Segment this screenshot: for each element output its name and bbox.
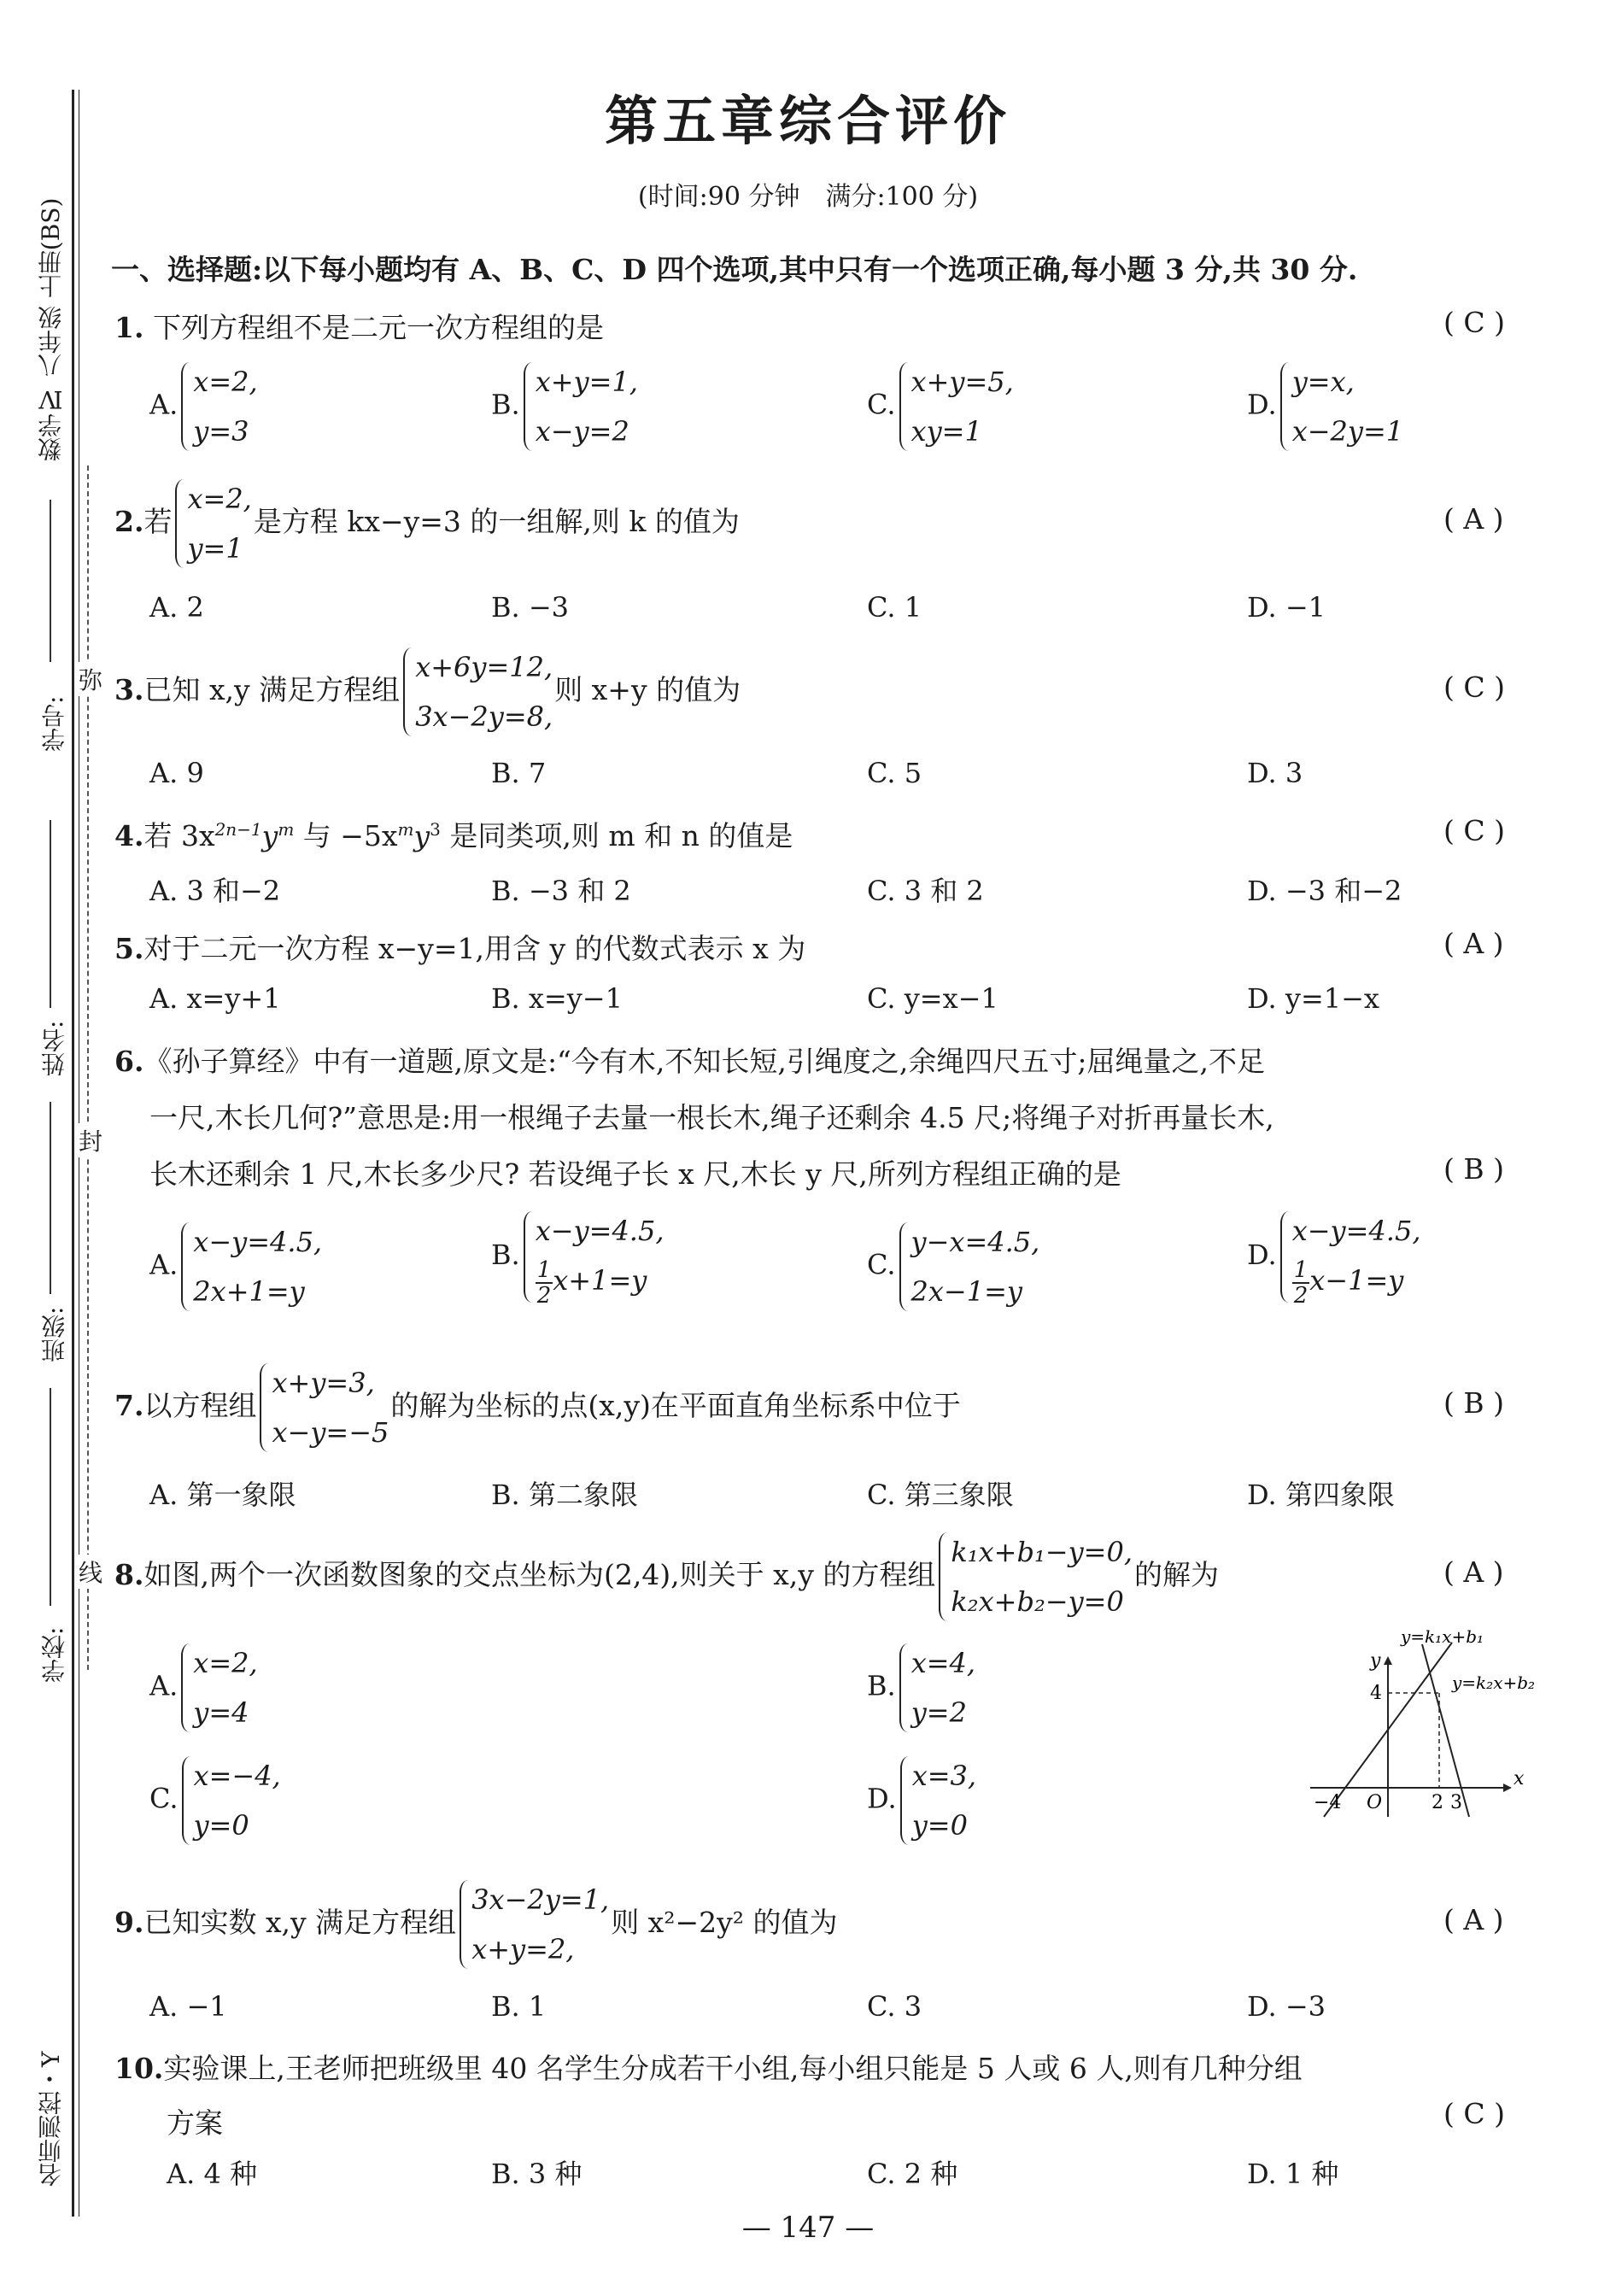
answer-10: ( C ) — [1443, 2097, 1505, 2130]
seal-dashed-line — [87, 466, 89, 1670]
option-4b: B. −3 和 2 — [491, 875, 631, 907]
answer-2: ( A ) — [1443, 502, 1504, 536]
answer-5: ( A ) — [1443, 927, 1504, 960]
option-5c: C. y=x−1 — [867, 982, 998, 1015]
section-heading: 一、选择题:以下每小题均有 A、B、C、D 四个选项,其中只有一个选项正确,每小题 3 分,共 30 分. — [111, 253, 1358, 286]
side-xuehao-label: 学号: — [40, 695, 68, 752]
option-3b: B. 7 — [491, 757, 547, 789]
question-1 — [114, 306, 604, 346]
question-8: 8.如图,两个一次函数图象的交点坐标为(2,4),则关于 x,y 的方程组 k₁x+b₁−y=0, k₂x+b₂−y=0 的解为 — [114, 1527, 1219, 1626]
label-line2: y=k₂x+b₂ — [1452, 1672, 1536, 1693]
page-title: 第五章综合评价 — [604, 90, 1011, 152]
side-rule-3 — [50, 1102, 51, 1294]
option-9b: B. 1 — [491, 1990, 547, 2023]
answer-3: ( C ) — [1443, 671, 1505, 704]
option-2c: C. 1 — [867, 591, 922, 624]
option-1a: A. x=2, y=3 — [149, 357, 260, 456]
question-6-line-3: 长木还剩余 1 尺,木长多少尺? 若设绳子长 x 尺,木长 y 尺,所列方程组正确的是 — [149, 1157, 1121, 1191]
side-book-label: 数学Ⅳ 八年级 上册(BS) — [37, 197, 65, 461]
question-6-line-1: 6.《孙子算经》中有一道题,原文是:“今有木,不知长短,引绳度之,余绳四尺五寸;屈绳量之,不足 — [114, 1045, 1266, 1078]
option-1b: B. x+y=1, x−y=2 — [491, 357, 640, 456]
option-6b: B. x−y=4.5, $\frac{1}{2}$ x+1=y — [491, 1206, 666, 1308]
option-10b: B. 3 种 — [491, 2158, 583, 2190]
option-6c: C. y−x=4.5, 2x−1=y — [867, 1217, 1041, 1316]
question-4: 4.若 $3x^{2n-1}y^m$ 与 $-5x^my^3$ 是同类项,则 m 和 n 的值是 — [114, 819, 793, 852]
option-3c: C. 5 — [867, 757, 922, 789]
option-7c: C. 第三象限 — [867, 1479, 1014, 1511]
option-4a: A. 3 和−2 — [149, 875, 281, 907]
option-4d: D. −3 和−2 — [1247, 875, 1402, 907]
binding-double-line — [72, 90, 74, 2217]
question-number: 1. — [114, 311, 144, 344]
option-10c: C. 2 种 — [867, 2158, 958, 2190]
option-5d: D. y=1−x — [1247, 982, 1379, 1015]
option-5b: B. x=y−1 — [491, 982, 623, 1015]
label-4: 4 — [1370, 1683, 1382, 1704]
label-3: 3 — [1450, 1792, 1462, 1813]
side-banji-label: 班级: — [40, 1306, 68, 1362]
question-text: 下列方程组不是二元一次方程组的是 — [152, 311, 604, 344]
side-rule-1 — [50, 500, 51, 662]
label-neg4: −4 — [1314, 1792, 1342, 1813]
question-10-line-2: 方案 — [167, 2106, 223, 2140]
option-2a: A. 2 — [149, 591, 204, 624]
option-7b: B. 第二象限 — [491, 1479, 638, 1511]
option-8d: D. x=3, y=0 — [867, 1751, 978, 1850]
option-9d: D. −3 — [1247, 1990, 1326, 2023]
answer-6: ( B ) — [1443, 1152, 1504, 1186]
label-origin: O — [1367, 1792, 1383, 1813]
answer-4: ( C ) — [1443, 814, 1505, 847]
option-7a: A. 第一象限 — [149, 1479, 296, 1511]
option-7d: D. 第四象限 — [1247, 1479, 1395, 1511]
side-rule-2 — [50, 820, 51, 1008]
option-3a: A. 9 — [149, 757, 204, 789]
side-xingming-label: 姓名: — [40, 1020, 68, 1076]
page-number: — 147 — — [741, 2211, 875, 2245]
side-mi-char: 弥 — [79, 662, 102, 696]
option-9a: A. −1 — [149, 1990, 227, 2023]
option-5a: A. x=y+1 — [149, 982, 281, 1015]
option-8a: A. x=2, y=4 — [149, 1638, 260, 1737]
option-8c: C. x=−4, y=0 — [149, 1751, 283, 1850]
question-5: 5.对于二元一次方程 x−y=1,用含 y 的代数式表示 x 为 — [114, 932, 806, 965]
option-6d: D. x−y=4.5, $\frac{1}{2}$ x−1=y — [1247, 1206, 1423, 1308]
option-1c: C. x+y=5, xy=1 — [867, 357, 1016, 456]
side-brand-label: 名师测控・Y — [37, 2051, 65, 2187]
side-xuexiao-label: 学校: — [40, 1626, 68, 1683]
y-axis-arrow — [1384, 1656, 1392, 1665]
question-7: 7.以方程组 x+y=3, x−y=−5 的解为坐标的点(x,y)在平面直角坐标系中位于 — [114, 1358, 961, 1457]
option-4c: C. 3 和 2 — [867, 875, 984, 907]
side-feng-char: 封 — [79, 1123, 102, 1157]
answer-9: ( A ) — [1443, 1903, 1504, 1936]
exam-time-score: (时间:90 分钟 满分:100 分) — [637, 182, 979, 212]
option-10d: D. 1 种 — [1247, 2158, 1339, 2190]
line-k2 — [1422, 1644, 1469, 1817]
question-6-line-2: 一尺,木长几何?”意思是:用一根绳子去量一根长木,绳子还剩余 4.5 尺;将绳子对折再量长木, — [149, 1101, 1274, 1134]
label-line1: y=k₁x+b₁ — [1401, 1627, 1484, 1647]
label-x: x — [1514, 1768, 1525, 1789]
answer-8: ( A ) — [1443, 1555, 1504, 1589]
question-2: 2.若 x=2, y=1 是方程 kx−y=3 的一组解,则 k 的值为 — [114, 474, 740, 573]
option-9c: C. 3 — [867, 1990, 922, 2023]
option-6a: A. x−y=4.5, 2x+1=y — [149, 1217, 324, 1316]
answer-1: ( C ) — [1443, 306, 1505, 339]
x-axis-arrow — [1503, 1784, 1512, 1792]
question-3: 3.已知 x,y 满足方程组 x+6y=12, 3x−2y=8, 则 x+y 的值为 — [114, 642, 741, 741]
label-y: y — [1370, 1650, 1381, 1672]
option-1d: D. y=x, x−2y=1 — [1247, 357, 1405, 456]
question-10-line-1: 10.实验课上,王老师把班级里 40 名学生分成若干小组,每小组只能是 5 人或 6 人,则有几种分组 — [114, 2052, 1303, 2085]
question-9: 9.已知实数 x,y 满足方程组 3x−2y=1, x+y=2, 则 x²−2y² 的值为 — [114, 1875, 838, 1974]
label-2: 2 — [1432, 1792, 1443, 1813]
option-8b: B. x=4, y=2 — [867, 1638, 977, 1737]
option-2b: B. −3 — [491, 591, 570, 624]
option-10a: A. 4 种 — [167, 2158, 257, 2190]
option-3d: D. 3 — [1247, 757, 1303, 789]
option-2d: D. −1 — [1247, 591, 1326, 624]
q8-function-graph — [1307, 1627, 1563, 1824]
side-xian-char: 线 — [79, 1555, 102, 1589]
side-rule-4 — [50, 1388, 51, 1606]
answer-7: ( B ) — [1443, 1386, 1504, 1420]
